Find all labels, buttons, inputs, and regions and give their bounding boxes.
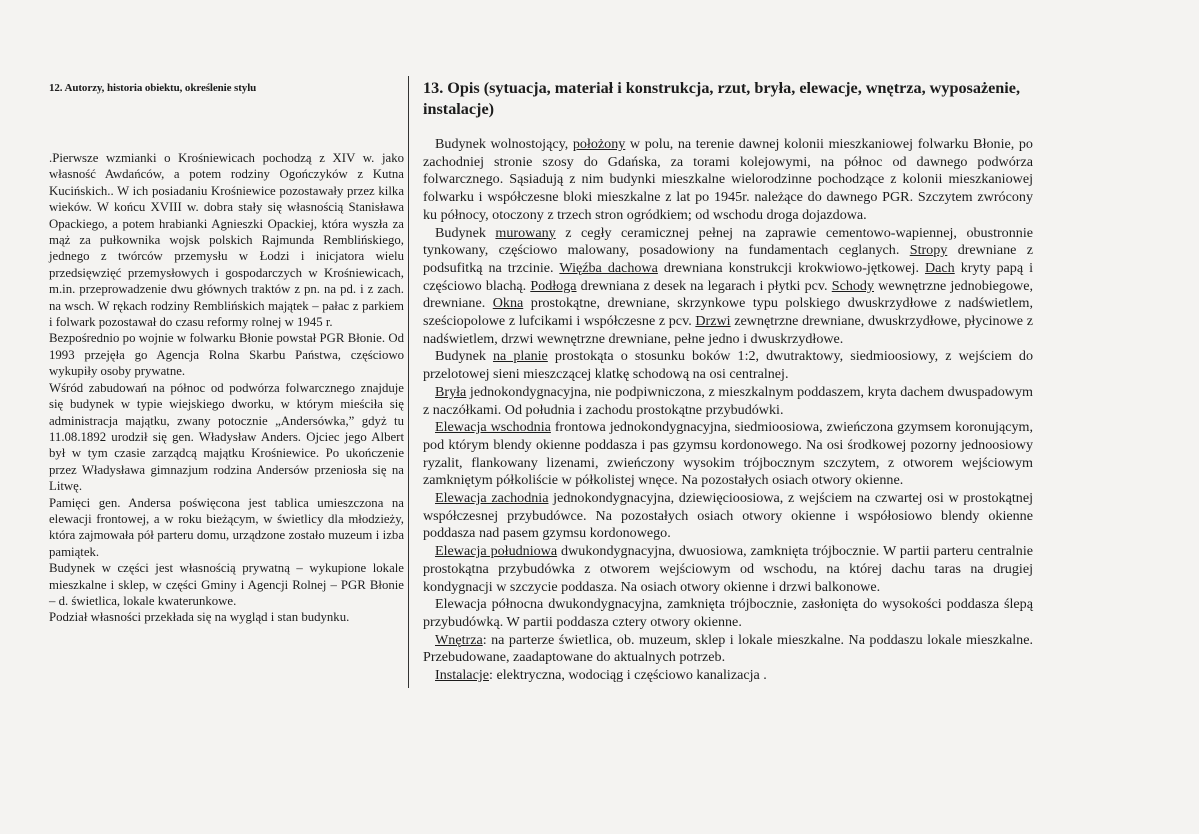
underlined-term: Drzwi <box>695 313 731 330</box>
description-situation <box>423 136 1033 225</box>
text: : elektryczna, wodociąg i częściowo kanalizacja . <box>489 667 767 684</box>
right-column <box>423 78 1033 685</box>
underlined-term: Dach <box>924 259 955 276</box>
underlined-term: Instalacje <box>435 667 489 684</box>
text: drewniane z podsufitką na trzcinie. <box>423 242 1034 276</box>
history-paragraph-5: Budynek w części jest własnością prywatną – wykupione lokale mieszkalne i sklep, w części Gminy i Agencji Rolnej – PGR Błonie – d. świetlica, lokale kwaterunkowe. <box>49 561 404 608</box>
section-12-heading: 12. Autorzy, historia obiektu, określenie stylu <box>49 82 257 94</box>
history-paragraph-4: Pamięci gen. Andersa poświęcona jest tablica umieszczona na elewacji frontowej, a w roku bieżącym, w świetlicy dla młodzieży, która zajmowała pół parteru domu, urządzone zostało muzeum i izba pamiątek. <box>49 495 404 559</box>
underlined-term: położony <box>572 136 626 152</box>
text: Budynek <box>435 224 496 241</box>
description-north-elevation: Elewacja północna dwukondygnacyjna, zamknięta trójbocznie, zasłonięta do wysokości poddasza ślepą przybudówką. W partii poddasza cztery otwory okienne. <box>423 596 1033 630</box>
underlined-term: Podłoga <box>530 277 577 294</box>
description-plan <box>423 348 1033 383</box>
text: kryty papą i częściowo blachą. <box>423 259 1034 294</box>
history-paragraph-1: .Pierwsze wzmianki o Krośniewicach pochodzą z XIV w. jako własność Awdańców, a potem rodziny Ogończyków z Kutna Kucińskich.. W ich posiadaniu Krośniewice pozostawały przez kilka wieków. W końcu XVIII w. dobra stały się własnością Stanisława Opackiego, a potem hrabianki Agnieszki Opackiej, która wyszła za mąż za pułkownika wojsk polskich Rajmunda Remblińskiego, jednego z twórców przemysłu w Łodzi i inicjatora wielu przedsięwzięć przemysłowych i gospodarczych w Krośniewicach, m.in. przeprowadzenie dwu głównych traktów z pn. na pd. i z zach. na wsch. W rękach rodziny Remblińskich majątek – pałac z parkiem i folwark pozostawał do czasu reformy rolnej w 1945 r. <box>49 151 404 330</box>
description-massing <box>423 384 1033 419</box>
underlined-term: Elewacja zachodnia <box>435 490 549 507</box>
text: zewnętrzne drewniane, dwuskrzydłowe, płycinowe z nadświetlem, drzwi wewnętrzne drewniane, pełne jedno i dwuskrzydłowe. <box>423 313 1033 347</box>
underlined-term: Elewacja wschodnia <box>435 419 551 436</box>
underlined-term: na planie <box>492 348 548 365</box>
text: frontowa jednokondygnacyjna, siedmioosiowa, zwieńczona gzymsem koronującym, pod którym blendy okienne poddasza i pas gzymsu kordonowego. Na osi środkowej pozorny jednoosiowy ryzalit, flankowany lizenami, zwieńczony wysokim trójbocznym szczytem, z otworem wejściowym zamkniętym półkoliście w półkolistej wnęce. Na pozostałych osiach otwory okienne. <box>423 419 1033 489</box>
underlined-term: Więźba dachowa <box>559 259 658 276</box>
description-south-elevation <box>423 543 1033 596</box>
text: Budynek <box>435 348 493 365</box>
description-east-elevation <box>423 419 1033 490</box>
text: prostokąta o stosunku boków 1:2, dwutraktowy, siedmioosiowy, z wejściem do przelotowej sieni mieszczącej klatkę schodową na osi centralnej. <box>423 348 1034 383</box>
description-west-elevation <box>423 490 1033 543</box>
underlined-term: Okna <box>492 295 524 312</box>
description-construction <box>423 225 1033 349</box>
underlined-term: Stropy <box>909 242 948 259</box>
description-interiors <box>423 632 1033 667</box>
text: wewnętrzne jednobiegowe, drewniane. <box>423 277 1033 312</box>
text: w polu, na terenie dawnej kolonii mieszkaniowej folwarku Błonie, po zachodniej stronie szosy do Gdańska, za torami kolejowymi, na północ od dawnego podwórza folwarcznego. Sąsiadują z nim budynki mieszkalne wielorodzinne pochodzące z kolonii mieszkaniowej folwarku i współczesne bloki mieszkalne z lat po 1945r. należące do dawnego PGR. Szczytem zwrócony ku północy, otoczony z trzech stron ogródkiem; od wschodu droga dojazdowa. <box>423 136 1033 223</box>
underlined-term: Bryła <box>435 383 467 400</box>
text: jednokondygnacyjna, nie podpiwniczona, z mieszkalnym poddaszem, kryta dachem dwuspadowym z naczółkami. Od południa i zachodu prostokątne przybudówki. <box>423 383 1033 418</box>
history-paragraph-6: Podział własności przekłada się na wygląd i stan budynku. <box>49 610 350 625</box>
history-paragraph-3: Wśród zabudowań na północ od podwórza folwarcznego znajduje się budynek w typie wiejskiego dworku, w którym mieściła się administracja majątku, zwany potocznie „Andersówka,” gdyż tu 11.08.1892 urodził się gen. Władysław Anders. Ojciec jego Albert był w tym czasie zarządcą majątku Krośniewice. Po ukończenie przez Władysława gimnazjum rodzina Andersów przeniosła się na Litwę. <box>49 380 404 494</box>
section-13-heading: 13. Opis (sytuacja, materiał i konstrukcja, rzut, bryła, elewacje, wnętrza, wyposażenie, instalacje) <box>423 79 1021 118</box>
underlined-term: Schody <box>831 277 875 294</box>
text: dwukondygnacyjna, dwuosiowa, zamknięta trójbocznie. W partii parteru centralnie prostokątna przybudówka z otworem wejściowym od wschodu, na której dachu taras na drugiej kondygnacji w szczycie poddasza. Na osiach otwory okienne i drzwi balkonowe. <box>423 543 1033 595</box>
text: z cegły ceramicznej pełnej na zaprawie cementowo-wapiennej, obustronnie tynkowany, częściowo malowany, posadowiony na fundamentach ceglanych. <box>423 224 1033 259</box>
description-installations <box>423 667 1033 685</box>
text: drewniana konstrukcji krokwiowo-jętkowej. <box>657 259 925 276</box>
text: drewniana z desek na legarach i płytki pcv. <box>576 277 832 294</box>
underlined-term: murowany <box>495 224 556 241</box>
left-column <box>49 82 404 626</box>
text: prostokątne, drewniane, skrzynkowe typu polskiego dwuskrzydłowe z nadświetlem, sześciopolowe z lufcikami i współczesne z pcv. <box>423 295 1033 330</box>
history-paragraph-2: Bezpośrednio po wojnie w folwarku Błonie powstał PGR Błonie. Od 1993 przejęła go Agencja Rolna Skarbu Państwa, częściowo wykupiły osoby prywatne. <box>49 331 404 379</box>
text: jednokondygnacyjna, dziewięcioosiowa, z wejściem na czwartej osi w prostokątnej współczesnej przybudówce. Na pozostałych osiach otwory okienne i współosiowo blendy okienne poddasza nad pasem gzymsu kordonowego. <box>423 490 1033 542</box>
text: Budynek wolnostojący, <box>435 136 573 152</box>
text: : na parterze świetlica, ob. muzeum, sklep i lokale mieszkalne. Na poddaszu lokale mieszkalne. Przebudowane, zaadaptowane do aktualnych potrzeb. <box>423 631 1033 666</box>
underlined-term: Wnętrza <box>435 631 483 648</box>
column-divider <box>408 76 409 688</box>
underlined-term: Elewacja południowa <box>435 543 558 560</box>
